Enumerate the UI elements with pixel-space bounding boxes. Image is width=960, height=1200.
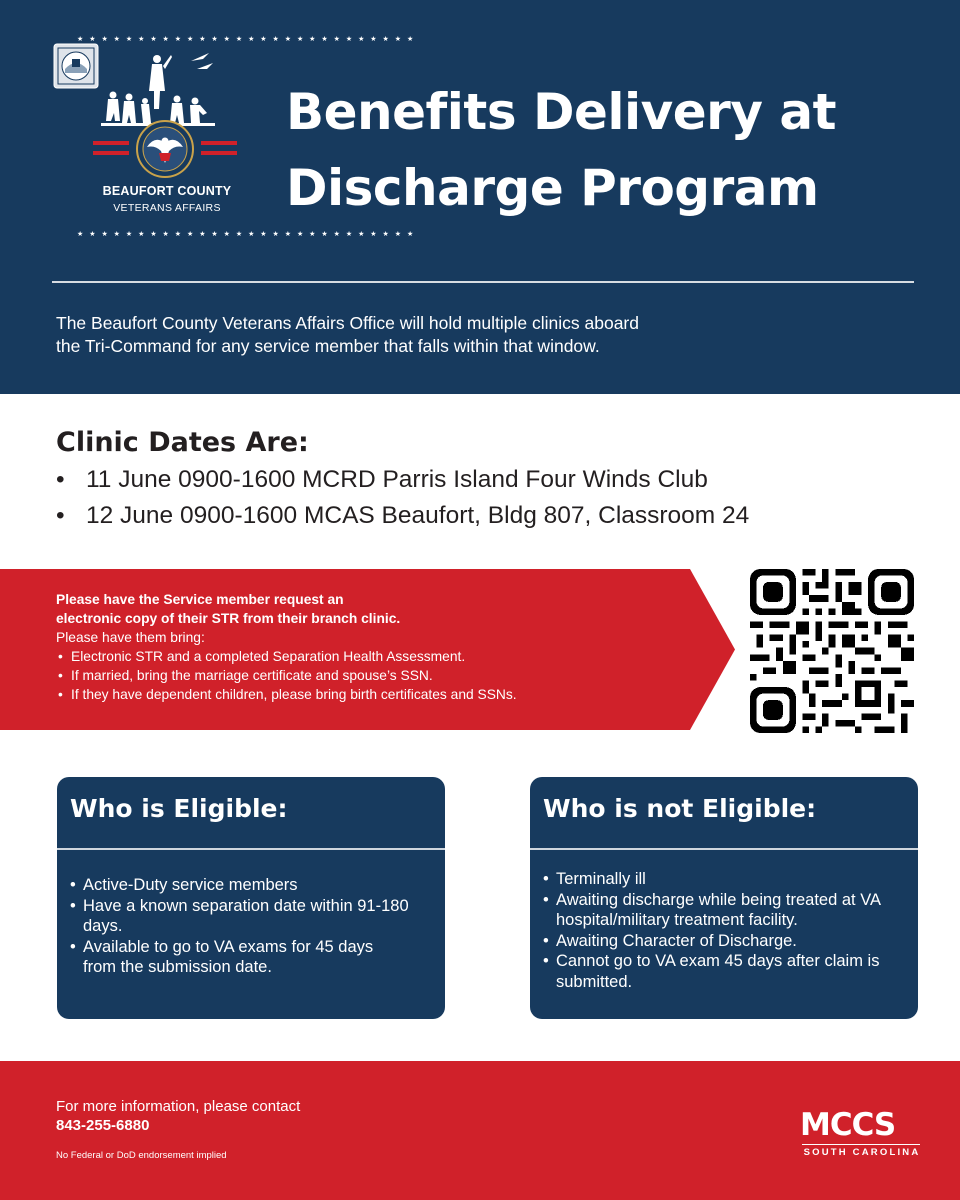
- str-request-line-1: Please have the Service member request an: [56, 592, 344, 607]
- logo-org-name: BEAUFORT COUNTY: [102, 184, 232, 198]
- footer-section: [0, 1061, 960, 1200]
- bring-item: • Electronic STR and a completed Separation Health Assessment.: [56, 647, 696, 666]
- stars-border-top-icon: ★ ★ ★ ★ ★ ★ ★ ★ ★ ★ ★ ★ ★ ★ ★ ★ ★ ★ ★ ★ ★ ★ ★ ★ ★ ★ ★ ★: [77, 36, 416, 43]
- clinic-date-item: • 11 June 0900-1600 MCRD Parris Island Four Winds Club: [56, 462, 749, 498]
- eligible-item: • Have a known separation date within 91-180 days.: [70, 896, 410, 937]
- eligible-list: [70, 875, 410, 978]
- mccs-logo: [800, 1107, 924, 1163]
- eligible-divider: [57, 848, 445, 850]
- eligible-title: Who is Eligible:: [70, 794, 288, 823]
- eligible-item: • Available to go to VA exams for 45 days from the submission date.: [70, 937, 390, 978]
- not-eligible-item: • Awaiting Character of Discharge.: [543, 931, 908, 952]
- bring-intro: Please have them bring:: [56, 630, 205, 645]
- intro-line-1: The Beaufort County Veterans Affairs Office will hold multiple clinics aboard: [56, 313, 639, 333]
- endorsement-disclaimer: No Federal or DoD endorsement implied: [56, 1150, 227, 1161]
- title-line-1: Benefits Delivery at: [286, 83, 836, 141]
- bring-item: • If they have dependent children, please bring birth certificates and SSNs.: [56, 685, 696, 704]
- contact-phone[interactable]: 843-255-6880: [56, 1117, 150, 1134]
- mccs-wordmark: MCCS: [800, 1107, 896, 1143]
- beaufort-county-veterans-affairs-logo: [47, 25, 416, 246]
- str-request-line-2: electronic copy of their STR from their branch clinic.: [56, 611, 401, 626]
- title-line-2: Discharge Program: [286, 159, 819, 217]
- clinic-dates-list: [56, 462, 749, 534]
- not-eligible-card: [530, 777, 918, 1019]
- header-divider: [52, 281, 914, 283]
- mccs-region: SOUTH CAROLINA: [803, 1147, 921, 1158]
- bring-list: [56, 647, 696, 704]
- stars-border-bottom-icon: ★ ★ ★ ★ ★ ★ ★ ★ ★ ★ ★ ★ ★ ★ ★ ★ ★ ★ ★ ★ ★ ★ ★ ★ ★ ★ ★ ★: [77, 231, 416, 238]
- bring-item: • If married, bring the marriage certificate and spouse’s SSN.: [56, 666, 696, 685]
- eligible-card: [57, 777, 445, 1019]
- intro-line-2: the Tri-Command for any service member that falls within that window.: [56, 336, 600, 356]
- not-eligible-list: [543, 869, 908, 992]
- str-instructions: [56, 590, 696, 704]
- not-eligible-item: • Terminally ill: [543, 869, 908, 890]
- not-eligible-divider: [530, 848, 918, 850]
- page-title: [286, 74, 946, 226]
- eligible-item: • Active-Duty service members: [70, 875, 410, 896]
- logo-org-subname: VETERANS AFFAIRS: [113, 202, 221, 214]
- not-eligible-title: Who is not Eligible:: [543, 794, 817, 823]
- mccs-divider: [802, 1144, 920, 1145]
- header-section: [0, 0, 960, 394]
- intro-text: [56, 312, 816, 358]
- qr-code-icon[interactable]: [750, 569, 914, 733]
- clinic-dates-heading: Clinic Dates Are:: [56, 427, 309, 458]
- county-seal-icon: [53, 43, 99, 89]
- contact-text: For more information, please contact: [56, 1098, 301, 1115]
- not-eligible-item: • Cannot go to VA exam 45 days after claim is submitted.: [543, 951, 883, 992]
- not-eligible-item: • Awaiting discharge while being treated at VA hospital/military treatment facility.: [543, 890, 908, 931]
- clinic-date-item: • 12 June 0900-1600 MCAS Beaufort, Bldg 807, Classroom 24: [56, 498, 749, 534]
